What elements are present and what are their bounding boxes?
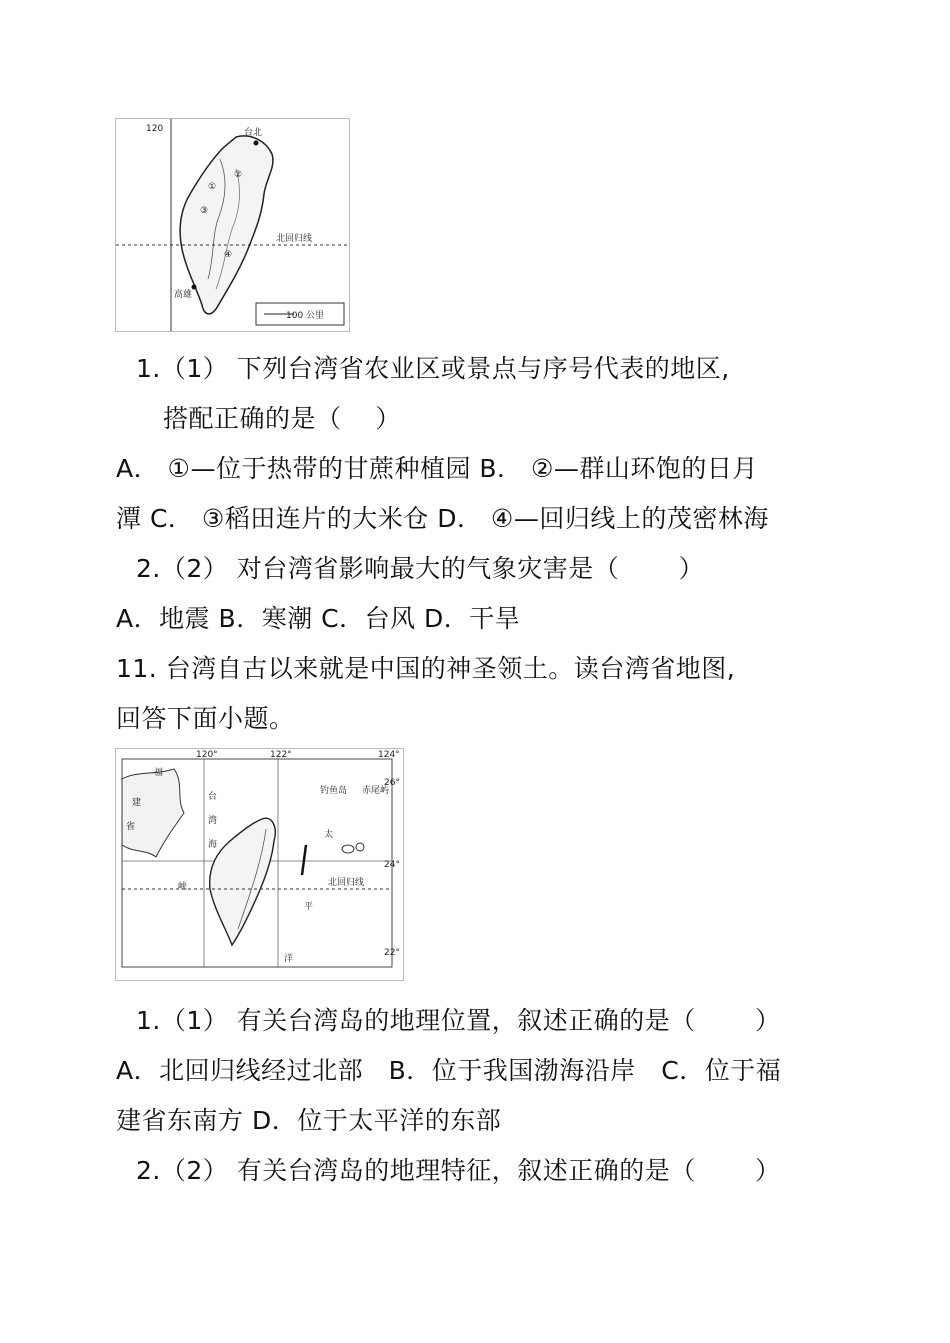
lat-26-label: 26° [384, 778, 400, 788]
region-1-label: ① [208, 182, 217, 192]
region-3-label: ③ [200, 206, 209, 216]
q11-2-stem: 2.（2） 有关台湾岛的地理特征，叙述正确的是（ ） [136, 1156, 781, 1185]
region-4-label: ④ [224, 250, 233, 260]
q2-options: A．地震 B．寒潮 C．台风 D．干旱 [116, 604, 521, 633]
tropic-label-2: 北回归线 [328, 878, 365, 888]
taiwan-agriculture-map [115, 118, 350, 332]
lon-label: 120 [146, 124, 164, 134]
q11-1-options-line2: 建省东南方 D．位于太平洋的东部 [116, 1106, 502, 1135]
chiwei-label: 赤尾屿 [362, 786, 390, 796]
strait-char-4: 峡 [178, 882, 188, 892]
taiwan-province-map [115, 748, 404, 981]
q11-intro-line2: 回答下面小题。 [116, 704, 295, 733]
lon-122-label: 122° [270, 750, 292, 760]
kaohsiung-label: 高雄 [174, 290, 193, 300]
ocean-char-yang: 洋 [284, 954, 294, 964]
q11-intro-line1: 11. 台湾自古以来就是中国的神圣领土。读台湾省地图, [116, 654, 736, 683]
strait-char-1: 台 [208, 792, 218, 802]
province-char-sheng: 省 [126, 822, 136, 832]
q11-1-stem: 1.（1） 有关台湾岛的地理位置，叙述正确的是（ ） [136, 1006, 781, 1035]
lon-124-label: 124° [378, 750, 400, 760]
ocean-char-tai: 太 [324, 830, 334, 840]
strait-char-2: 湾 [208, 816, 218, 826]
diaoyu-label: 钓鱼岛 [320, 786, 348, 796]
lat-22-label: 22° [384, 948, 400, 958]
strait-char-3: 海 [208, 840, 218, 850]
tropic-label: 北回归线 [276, 234, 313, 244]
ocean-char-ping: 平 [304, 902, 314, 912]
lon-120-label: 120° [196, 750, 218, 760]
taipei-label: 台北 [244, 128, 263, 138]
q1-stem-line1: 1.（1） 下列台湾省农业区或景点与序号代表的地区, [136, 354, 730, 383]
scale-label: 100 公里 [286, 311, 325, 321]
q2-stem: 2.（2） 对台湾省影响最大的气象灾害是（ ） [136, 554, 705, 583]
q11-1-options-line1: A．北回归线经过北部 B．位于我国渤海沿岸 C．位于福 [116, 1056, 782, 1085]
lat-24-label: 24° [384, 860, 400, 870]
province-char-fu: 福 [154, 768, 164, 778]
q1-stem-line2: 搭配正确的是（ ） [163, 404, 401, 433]
q1-options-line2: 潭 C． ③稻田连片的大米仓 D． ④—回归线上的茂密林海 [116, 504, 769, 533]
province-char-jian: 建 [132, 798, 142, 808]
region-2-label: ② [234, 170, 243, 180]
q1-options-line1: A． ①—位于热带的甘蔗种植园 B． ②—群山环饱的日月 [116, 454, 758, 483]
